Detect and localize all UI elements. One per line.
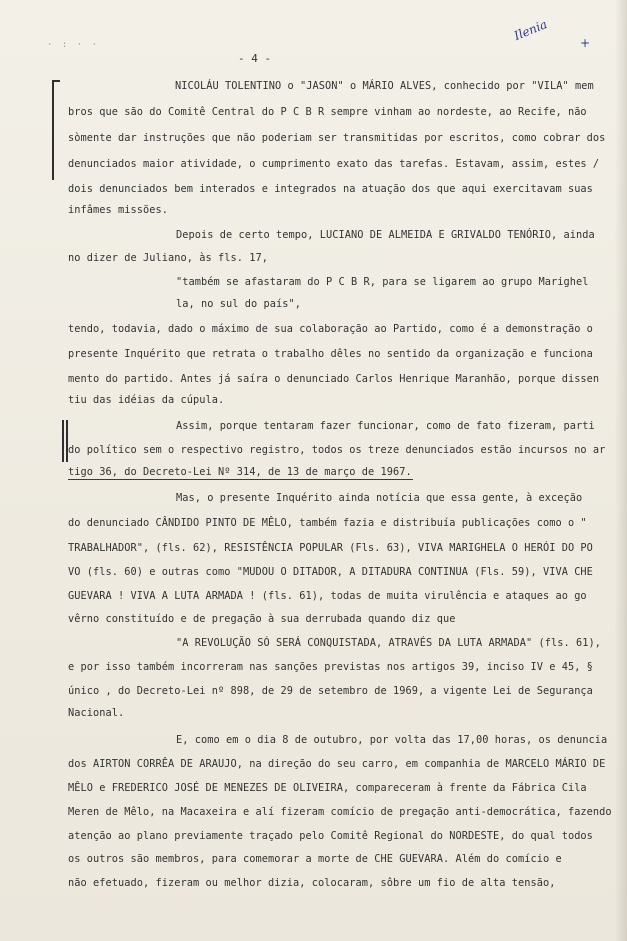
margin-bracket-top <box>52 80 54 180</box>
text-line-20: TRABALHADOR", (fls. 62), RESISTÊNCIA POPULAR (Fls. 63), VIVA MARIGHELA O HERÓI DO PO <box>68 542 593 554</box>
text-line-14: tiu das idéias da cúpula. <box>68 394 225 406</box>
text-line-2: bros que são do Comitê Central do P C B R sempre vinham ao nordeste, ao Recife, não <box>68 106 587 118</box>
text-line-23: vêrno constituído e de pregação à sua derrubada quando diz que <box>68 613 456 625</box>
text-line-19: do denunciado CÂNDIDO PINTO DE MÊLO, também fazia e distribuía publicações como o " <box>68 517 587 529</box>
margin-bracket-middle <box>62 420 64 462</box>
underline-artigo-36 <box>68 479 413 480</box>
text-line-25: e por isso também incorreram nas sanções previstas nos artigos 39, inciso IV e 45, § <box>68 661 593 673</box>
text-line-27: Nacional. <box>68 707 125 719</box>
text-line-10: la, no sul do país", <box>176 298 301 310</box>
text-line-13: mento do partido. Antes já saíra o denunciado Carlos Henrique Maranhão, porque dissen <box>68 373 600 385</box>
text-line-31: Meren de Mêlo, na Macaxeira e alí fizeram comício de pregação anti-democrática, fazendo <box>68 806 612 818</box>
text-line-8: no dizer de Juliano, às fls. 17, <box>68 252 268 264</box>
text-line-1: NICOLÁU TOLENTINO o "JASON" o MÁRIO ALVES, conhecido por "VILA" mem <box>175 80 594 92</box>
text-line-17: tigo 36, do Decreto-Lei Nº 314, de 13 de março de 1967. <box>68 466 412 478</box>
text-line-3: sòmente dar instruções que não poderiam ser transmitidas por escritos, como cobrar dos <box>68 132 606 144</box>
margin-bracket-top-tick <box>52 80 60 82</box>
text-line-11: tendo, todavia, dado o máximo de sua colaboração ao Partido, como é a demonstração o <box>68 323 593 335</box>
page-number: - 4 - <box>238 52 272 65</box>
text-line-6: infâmes missões. <box>68 204 168 216</box>
text-line-4: denunciados maior atividade, o cumprimento exato das tarefas. Estavam, assim, estes / <box>68 158 600 170</box>
text-line-18: Mas, o presente Inquérito ainda notícia que essa gente, à exceção <box>176 492 583 504</box>
text-line-5: dois denunciados bem interados e integrados na atuação dos que aqui exercitavam suas <box>68 183 593 195</box>
text-line-7: Depois de certo tempo, LUCIANO DE ALMEIDA E GRIVALDO TENÓRIO, ainda <box>176 229 595 241</box>
text-line-32: atenção ao plano previamente traçado pelo Comitê Regional do NORDESTE, do qual todos <box>68 830 593 842</box>
text-line-30: MÊLO e FREDERICO JOSÉ DE MENEZES DE OLIVEIRA, compareceram à frente da Fábrica Cila <box>68 782 587 794</box>
page-edge-shadow <box>615 0 627 941</box>
text-line-21: VO (fls. 60) e outras como "MUDOU O DITADOR, A DITADURA CONTINUA (Fls. 59), VIVA CHE <box>68 566 593 578</box>
text-line-34: não efetuado, fizeram ou melhor dizia, colocaram, sôbre um fio de alta tensão, <box>68 877 556 889</box>
text-line-12: presente Inquérito que retrata o trabalho dêles no sentido da organização e funciona <box>68 348 593 360</box>
text-line-29: dos AIRTON CORRÊA DE ARAUJO, na direção do seu carro, em companhia de MARCELO MÁRIO DE <box>68 758 606 770</box>
text-line-15: Assim, porque tentaram fazer funcionar, como de fato fizeram, parti <box>176 420 595 432</box>
punch-marks: · : · · <box>47 40 99 50</box>
handwritten-mark: + <box>580 36 591 50</box>
text-line-33: os outros são membros, para comemorar a morte de CHE GUEVARA. Além do comício e <box>68 853 562 865</box>
text-line-9: "também se afastaram do P C B R, para se ligarem ao grupo Marighel <box>176 276 589 288</box>
text-line-22: GUEVARA ! VIVA A LUTA ARMADA ! (fls. 61), todas de muita virulência e ataques ao go <box>68 590 587 602</box>
text-line-16: do político sem o respectivo registro, todos os treze denunciados estão incursos no ar <box>68 444 606 456</box>
text-line-26: único , do Decreto-Lei nº 898, de 29 de setembro de 1969, a vigente Lei de Segurança <box>68 685 593 697</box>
text-line-28: E, como em o dia 8 de outubro, por volta das 17,00 horas, os denuncia <box>176 734 608 746</box>
text-line-24: "A REVOLUÇÃO SÓ SERÁ CONQUISTADA, ATRAVÉS DA LUTA ARMADA" (fls. 61), <box>176 637 601 649</box>
handwritten-signature: Ilenia <box>512 17 550 43</box>
